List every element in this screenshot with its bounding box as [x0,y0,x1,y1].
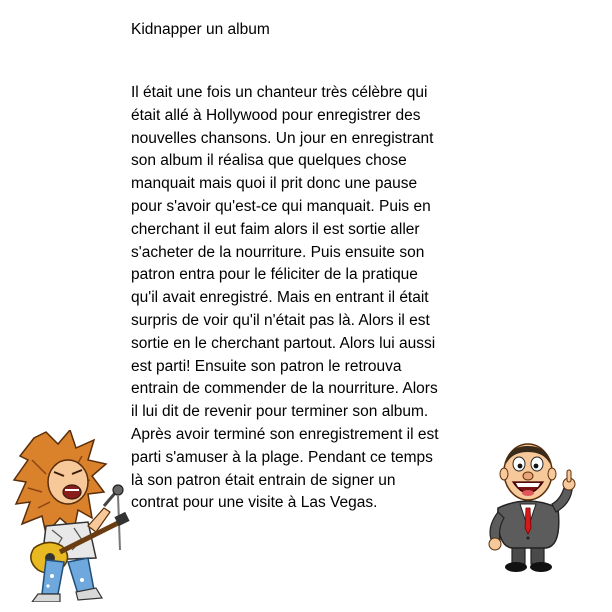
story-line: nouvelles chansons. Un jour en enregistrant [131,129,434,147]
businessman-cartoon-icon [468,438,588,574]
story-line: Après avoir terminé son enregistrement il est [131,425,439,443]
story-line: son album il réalisa que quelques chose [131,152,407,170]
story-line: là son patron était entrain de signer un [131,471,396,489]
story-line: qu'il avait enregistré. Mais en entrant il était [131,289,429,307]
story-line: contrat pour une visite à Las Vegas. [131,494,378,512]
story-line: il lui dit de revenir pour terminer son album. [131,403,429,421]
story-line: était allé à Hollywood pour enregistrer des [131,106,421,124]
story-line: cherchant il eut faim alors il est sortie aller [131,220,420,238]
story-line: surpris de voir qu'il n'était pas là. Alors il est [131,311,430,329]
story-line: pour s'avoir qu'est-ce qui manquait. Puis en [131,197,431,215]
story-line: est parti! Ensuite son patron le retrouva [131,357,402,375]
story-line: manquait mais quoi il prit donc une pause [131,175,418,193]
story-line: entrain de commender de la nourriture. Alors [131,380,438,398]
document-title: Kidnapper un album [131,21,270,38]
story-line: sortie en le cherchant partout. Alors lui aussi [131,334,436,352]
story-line: Il était une fois un chanteur très célèbre qui [131,84,428,101]
story-line: patron entra pour le féliciter de la pratique [131,266,418,284]
rock-singer-cartoon-icon [12,430,134,602]
story-line: parti s'amuser à la plage. Pendant ce temps [131,448,433,466]
story-line: s'acheter de la nourriture. Puis ensuite son [131,243,425,261]
story-text [131,82,461,515]
